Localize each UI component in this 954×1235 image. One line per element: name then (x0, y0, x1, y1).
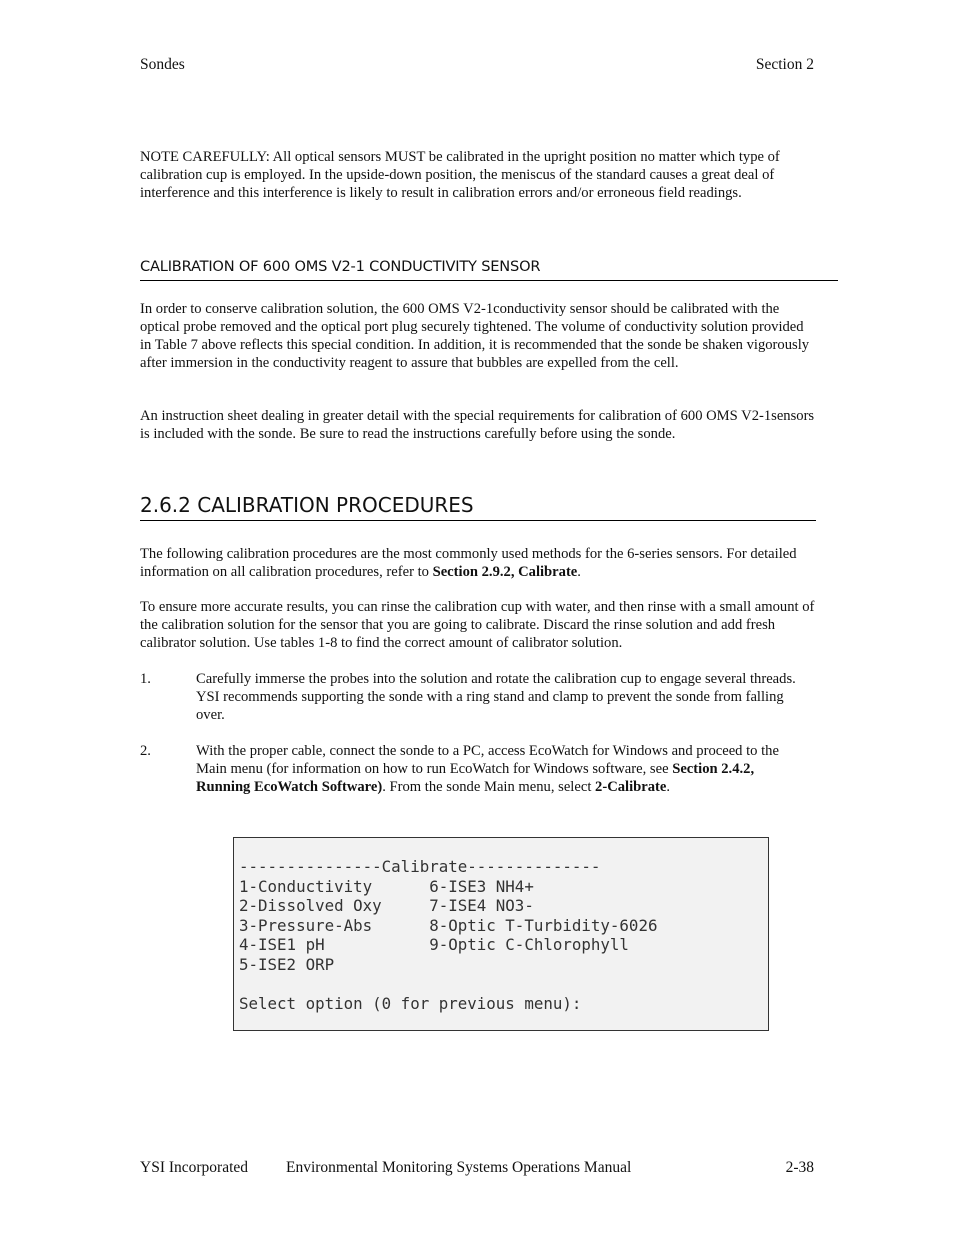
intro-reference: Section 2.9.2, Calibrate (432, 564, 578, 580)
section-heading: 2.6.2 CALIBRATION PROCEDURES (140, 492, 816, 521)
terminal-text (239, 857, 657, 1013)
procedures-intro-paragraph (140, 545, 815, 581)
intro-end: . (577, 564, 581, 580)
note-paragraph: NOTE CAREFULLY: All optical sensors MUST be calibrated in the upright position no matter which type of calibration cup is employed. In the upside-down position, the meniscus of the standard causes a great deal of interference and this interference is likely to result in calibration errors and/or erroneous field readings. (140, 149, 780, 201)
footer-company: YSI Incorporated (140, 1159, 249, 1176)
conductivity-paragraph-1: In order to conserve calibration solution, the 600 OMS V2-1conductivity sensor should be calibrated with the optical probe removed and the optical port plug securely tightened. The volume of conductivity solution provided in Table 7 above reflects this special condition. In addition, it is recommended that the sonde be shaken vigorously after immersion in the conductivity reagent to assure that bubbles are expelled from the cell. (140, 301, 810, 371)
terminal-prompt: Select option (0 for previous menu): (239, 993, 582, 1013)
running-header-right: Section 2 (755, 56, 814, 73)
terminal-menu-row: 3-Pressure-Abs 8-Optic T-Turbidity-6026 (239, 915, 658, 935)
conductivity-paragraph-2: An instruction sheet dealing in greater detail with the special requirements for calibration of 600 OMS V2-1sensors is included with the sonde. Be sure to read the instructions carefully before using the sonde. (140, 408, 815, 442)
step-reference: Section 2.4.2, Running EcoWatch Software) (196, 761, 755, 795)
terminal-menu-row: 4-ISE1 pH 9-Optic C-Chlorophyll (239, 935, 629, 954)
calibrate-menu-screen (233, 837, 769, 1031)
rinse-paragraph: To ensure more accurate results, you can rinse the calibration cup with water, and then rinse with a small amount of the calibration solution for the sensor that you are going to calibrate. Discard the rinse solution and add fresh calibrator solution. Use tables 1-8 to find the correct amount of calibrator solution. (140, 599, 815, 651)
subsection-heading: CALIBRATION OF 600 OMS V2-1 CONDUCTIVITY SENSOR (140, 257, 838, 281)
page-number: 2-38 (785, 1159, 814, 1176)
terminal-title-line: ---------------Calibrate-------------- (239, 857, 601, 876)
step-text-part: . From the sonde Main menu, select (382, 779, 596, 795)
terminal-blank-line (239, 974, 657, 994)
step-text (196, 742, 811, 796)
running-header-left: Sondes (140, 56, 185, 73)
terminal-menu-row: 5-ISE2 ORP (239, 954, 335, 974)
terminal-menu-row: 1-Conductivity 6-ISE3 NH4+ (239, 876, 534, 896)
footer-manual-title: Environmental Monitoring Systems Operations Manual (286, 1159, 632, 1176)
step-text-part: With the proper cable, connect the sonde to a PC, access EcoWatch for Windows and proceed to the Main menu (for information on how to run EcoWatch for Windows software, see (196, 743, 779, 777)
step-menu-option: 2-Calibrate (595, 779, 667, 795)
step-text-part: . (666, 779, 671, 795)
terminal-menu-row: 2-Dissolved Oxy 7-ISE4 NO3- (239, 896, 534, 915)
step-number: 2. (140, 743, 151, 759)
step-text: Carefully immerse the probes into the solution and rotate the calibration cup to engage several threads. YSI recommends supporting the sonde with a ring stand and clamp to prevent the sonde from falling over. (196, 671, 796, 723)
step-number: 1. (140, 671, 151, 687)
intro-text: The following calibration procedures are the most commonly used methods for the 6-series sensors. For detailed information on all calibration procedures, refer to (140, 546, 797, 580)
